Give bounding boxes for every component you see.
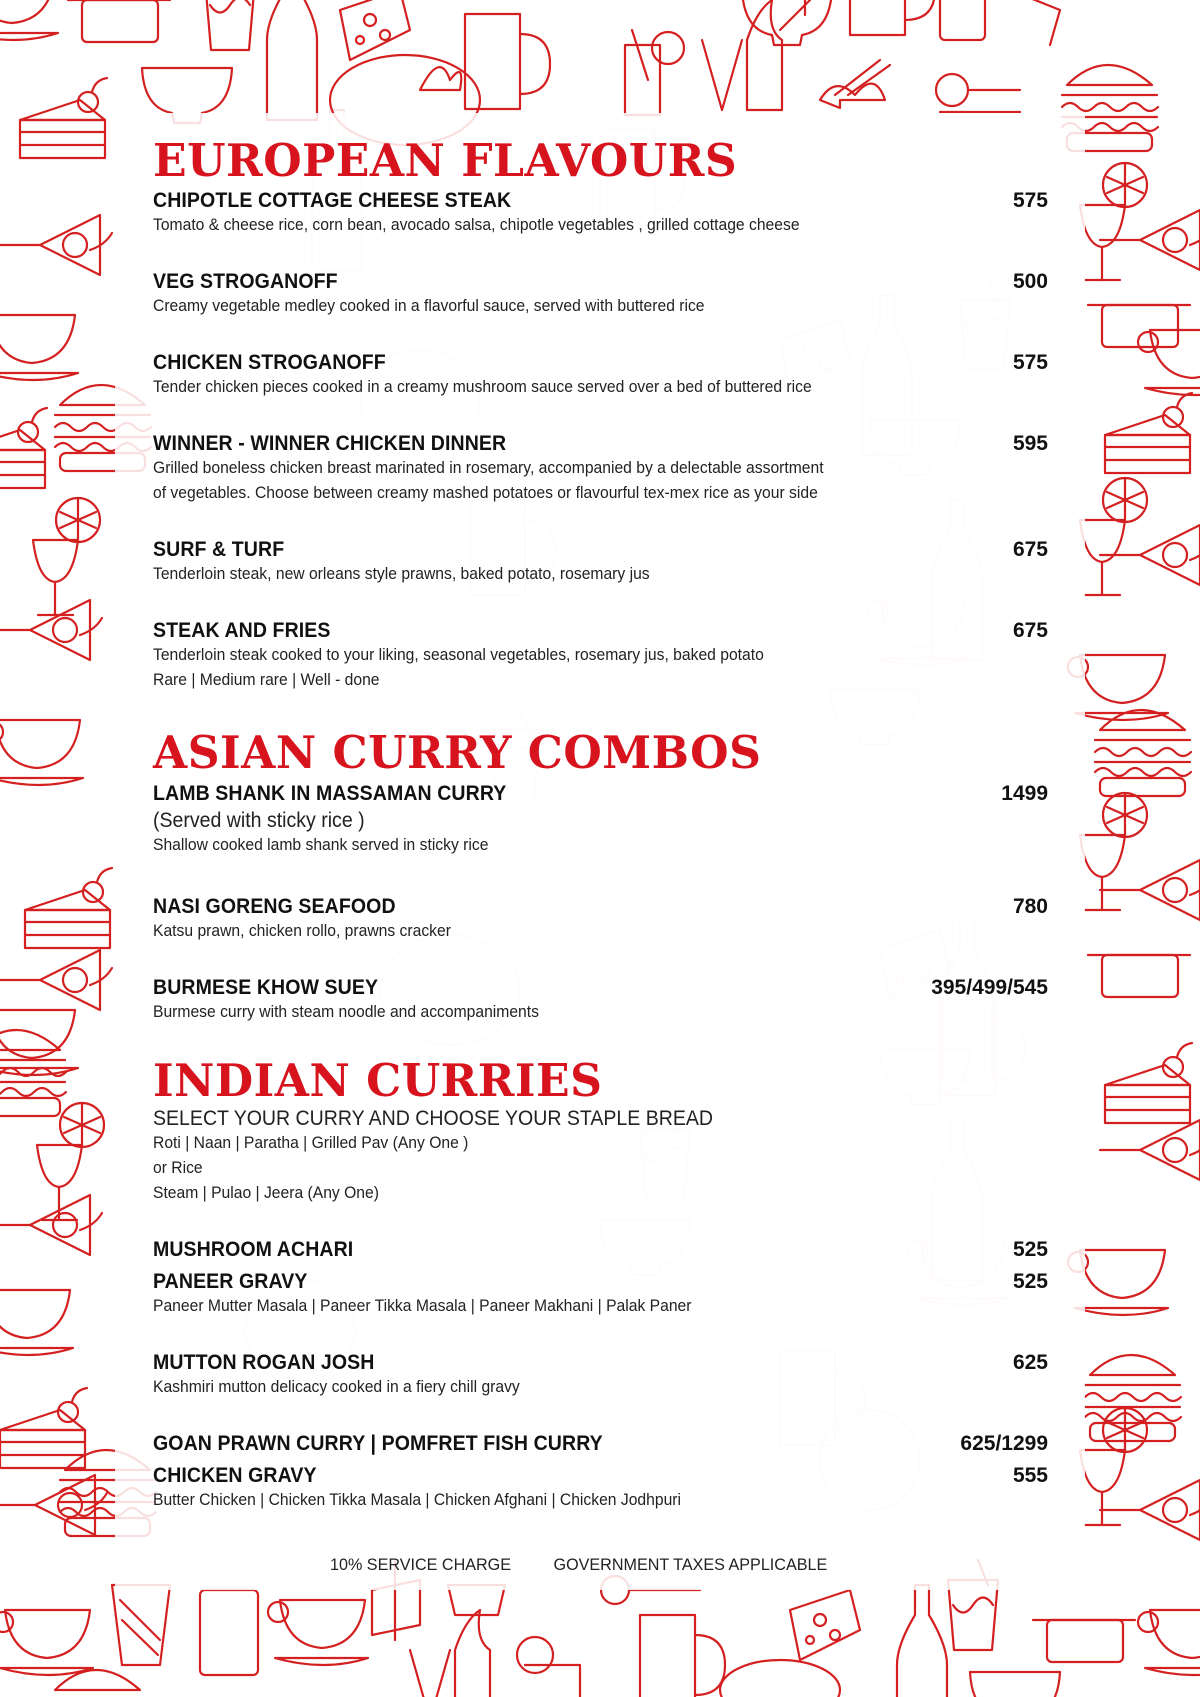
menu-item (153, 976, 1048, 1025)
item-price: 555 (1012, 1464, 1048, 1487)
item-price: 625/1299 (960, 1432, 1048, 1455)
service-charge-note: 10% SERVICE CHARGE (330, 1555, 512, 1574)
section-european-flavours (153, 134, 1048, 187)
item-description: Tender chicken pieces cooked in a creamy mushroom sauce served over a bed of buttered rice (153, 378, 812, 396)
item-name: SURF & TURF (153, 538, 285, 561)
menu-item (153, 351, 1048, 400)
item-name: NASI GORENG SEAFOOD (153, 895, 396, 918)
menu-item (153, 1270, 1048, 1319)
menu-item (153, 538, 1048, 587)
intro-heading: SELECT YOUR CURRY AND CHOOSE YOUR STAPLE BREAD (153, 1107, 714, 1130)
item-price: 595 (1012, 432, 1048, 455)
rice-options: Steam | Pulao | Jeera (Any One) (153, 1184, 379, 1202)
item-name: GOAN PRAWN CURRY | POMFRET FISH CURRY (153, 1432, 603, 1455)
item-price: 575 (1012, 351, 1048, 374)
item-description: Katsu prawn, chicken rollo, prawns cracker (153, 922, 451, 940)
section-title: EUROPEAN FLAVOURS (153, 134, 738, 187)
menu-item (153, 895, 1048, 944)
section-title: ASIAN CURRY COMBOS (153, 726, 762, 779)
item-name: PANEER GRAVY (153, 1270, 308, 1293)
item-price: 525 (1012, 1238, 1048, 1261)
bread-options: Roti | Naan | Paratha | Grilled Pav (Any One ) (153, 1134, 469, 1152)
menu-footer (330, 1555, 865, 1575)
item-price: 575 (1012, 189, 1048, 212)
section-asian-curry-combos (153, 726, 1048, 779)
menu-item (153, 1238, 1048, 1262)
item-description: Tenderloin steak, new orleans style prawns, baked potato, rosemary jus (153, 565, 650, 583)
item-name: CHICKEN GRAVY (153, 1464, 317, 1487)
item-price: 675 (1012, 538, 1048, 561)
item-price: 780 (1012, 895, 1048, 918)
item-name: WINNER - WINNER CHICKEN DINNER (153, 432, 507, 455)
menu-item (153, 1432, 1048, 1456)
menu-item (153, 432, 1048, 506)
item-price: 625 (1012, 1351, 1048, 1374)
item-name: BURMESE KHOW SUEY (153, 976, 379, 999)
item-description: Paneer Mutter Masala | Paneer Tikka Masala | Paneer Makhani | Palak Paner (153, 1297, 692, 1315)
item-description: Tenderloin steak cooked to your liking, seasonal vegetables, rosemary jus, baked potato (153, 646, 764, 664)
item-price: 675 (1012, 619, 1048, 642)
menu-item (153, 1464, 1048, 1513)
item-name: MUTTON ROGAN JOSH (153, 1351, 375, 1374)
item-description: of vegetables. Choose between creamy mashed potatoes or flavourful tex-mex rice as your side (153, 484, 818, 502)
item-price: 525 (1012, 1270, 1048, 1293)
item-description: Creamy vegetable medley cooked in a flavorful sauce, served with buttered rice (153, 297, 705, 315)
item-description: Grilled boneless chicken breast marinated in rosemary, accompanied by a delectable assortment (153, 459, 824, 477)
item-description: Kashmiri mutton delicacy cooked in a fiery chill gravy (153, 1378, 520, 1396)
item-name: VEG STROGANOFF (153, 270, 338, 293)
curry-selection-intro (153, 1107, 1048, 1206)
item-name: MUSHROOM ACHARI (153, 1238, 354, 1261)
item-price: 395/499/545 (931, 976, 1048, 999)
item-description: Butter Chicken | Chicken Tikka Masala | Chicken Afghani | Chicken Jodhpuri (153, 1491, 682, 1509)
section-title: INDIAN CURRIES (153, 1054, 603, 1107)
item-description: Burmese curry with steam noodle and accompaniments (153, 1003, 539, 1021)
menu-item (153, 782, 1048, 858)
or-rice-label: or Rice (153, 1159, 203, 1177)
item-name: CHICKEN STROGANOFF (153, 351, 386, 374)
item-doneness-options: Rare | Medium rare | Well - done (153, 671, 380, 689)
menu-item (153, 189, 1048, 238)
item-price: 1499 (1001, 782, 1048, 805)
item-description: Shallow cooked lamb shank served in sticky rice (153, 836, 489, 854)
menu-item (153, 270, 1048, 319)
item-name: LAMB SHANK IN MASSAMAN CURRY (153, 782, 507, 805)
item-price: 500 (1012, 270, 1048, 293)
taxes-note: GOVERNMENT TAXES APPLICABLE (553, 1555, 828, 1574)
menu-item (153, 619, 1048, 693)
item-name: STEAK AND FRIES (153, 619, 331, 642)
item-name: CHIPOTLE COTTAGE CHEESE STEAK (153, 189, 512, 212)
item-description: Tomato & cheese rice, corn bean, avocado salsa, chipotle vegetables , grilled cottage cheese (153, 216, 800, 234)
menu-item (153, 1351, 1048, 1400)
item-subnote: (Served with sticky rice ) (153, 809, 365, 832)
section-indian-curries (153, 1054, 1048, 1107)
